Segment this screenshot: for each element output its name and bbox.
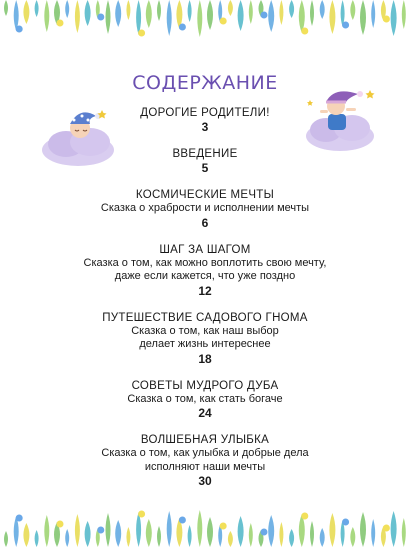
border-leaf [238,0,244,31]
border-leaf [197,510,202,547]
border-leaf [238,516,244,547]
border-leaf [371,0,375,28]
toc-entry-heading: СОВЕТЫ МУДРОГО ДУБА [131,379,279,392]
border-leaf [329,513,335,547]
border-leaf [85,0,91,26]
border-leaf [268,0,274,32]
border-flower [220,18,227,25]
toc-entry [0,147,410,176]
border-leaf [279,522,283,547]
border-leaf [329,0,335,34]
border-flower [57,20,64,27]
border-flower [57,521,64,528]
border-leaf [4,531,8,547]
border-leaf [115,0,121,27]
toc-entry-heading: ВОЛШЕБНАЯ УЛЫБКА [140,434,270,446]
border-leaf [249,0,253,24]
border-flower [97,527,104,534]
border-leaf [106,513,111,547]
border-flower [16,26,23,33]
border-leaf [65,529,69,547]
border-leaf [126,0,130,20]
toc-entry-description: Сказка о том, как улыбка и добрые дела [101,447,309,459]
border-leaf [167,511,172,547]
toc-entry-description: делает жизнь интереснее [139,338,271,350]
toc-entry-page-number: 18 [198,351,212,366]
border-flower [301,28,308,35]
border-leaf [402,0,406,29]
toc-entry-page-number: 6 [201,215,209,230]
toc-entry [0,311,410,367]
toc-entry-description: Сказка о том, как наш выбор [131,324,279,337]
border-flower [16,515,23,522]
border-leaf [391,511,397,547]
border-leaf [402,518,406,547]
border-leaf [35,530,39,547]
floral-border-top [0,0,410,52]
border-flower [342,519,349,526]
border-leaf [106,0,111,34]
toc-entry [0,433,410,489]
toc-entry [0,243,410,299]
border-leaf [350,527,355,547]
border-leaf [75,514,80,547]
table-of-contents [0,72,410,501]
border-flower [220,523,227,530]
border-leaf [207,0,213,30]
border-leaf [310,0,314,26]
border-leaf [157,0,161,21]
border-flower [301,513,308,520]
toc-entry-description: Сказка о том, как стать богаче [127,392,283,405]
border-leaf [228,0,233,16]
border-leaf [371,519,375,547]
border-leaf [146,0,152,28]
toc-entries [0,106,410,489]
border-leaf [249,523,253,547]
border-flower [383,16,390,23]
border-leaf [85,521,91,547]
border-leaf [310,521,314,547]
border-leaf [23,0,29,24]
border-leaf [228,531,233,547]
toc-entry-heading: ПУТЕШЕСТВИЕ САДОВОГО ГНОМА [102,311,308,324]
border-flower [179,517,186,524]
border-leaf [391,0,397,36]
border-leaf [320,528,325,547]
border-leaf [320,0,325,19]
border-leaf [279,0,283,25]
toc-entry-description: даже если кажется, что уже поздно [114,270,296,282]
toc-entry [0,379,410,422]
border-flower [261,529,268,536]
border-leaf [146,519,152,547]
toc-entry-description: исполняют наши мечты [144,460,266,473]
floral-border-bottom [0,491,410,547]
border-flower [261,12,268,19]
border-flower [97,14,104,21]
border-leaf [23,523,29,547]
toc-entry-page-number: 12 [198,283,212,298]
toc-entry-page-number: 3 [201,120,209,134]
toc-entry-heading: КОСМИЧЕСКИЕ МЕЧТЫ [135,189,275,201]
toc-entry-page-number: 5 [201,161,209,175]
toc-entry-page-number: 24 [198,406,212,420]
toc-entry [0,188,410,231]
toc-entry [0,106,410,135]
border-leaf [188,0,192,22]
border-leaf [65,0,69,18]
border-leaf [126,527,130,547]
toc-entry-description: Сказка о храбрости и исполнении мечты [100,202,310,214]
border-leaf [360,0,366,35]
border-flower [342,22,349,29]
toc-title: СОДЕРЖАНИЕ [132,72,278,94]
toc-entry-heading: ШАГ ЗА ШАГОМ [159,243,251,256]
border-flower [138,511,145,518]
border-leaf [360,512,366,547]
border-leaf [44,0,49,32]
border-leaf [75,0,80,33]
border-leaf [167,0,172,36]
border-leaf [188,525,192,547]
border-leaf [289,0,294,18]
toc-entry-heading: ДОРОГИЕ РОДИТЕЛИ! [140,107,270,119]
border-leaf [350,0,355,20]
border-flower [383,525,390,532]
border-leaf [157,526,161,547]
border-leaf [289,529,294,547]
border-leaf [44,515,49,547]
toc-entry-page-number: 30 [198,474,212,488]
border-leaf [197,0,202,37]
border-leaf [207,517,213,547]
border-leaf [115,520,121,547]
toc-entry-description: Сказка о том, как можно воплотить свою мечту, [83,256,327,269]
border-flower [138,30,145,37]
toc-entry-heading: ВВЕДЕНИЕ [172,148,238,160]
border-flower [179,24,186,31]
border-leaf [35,0,39,17]
border-leaf [4,0,8,16]
border-leaf [268,515,274,547]
